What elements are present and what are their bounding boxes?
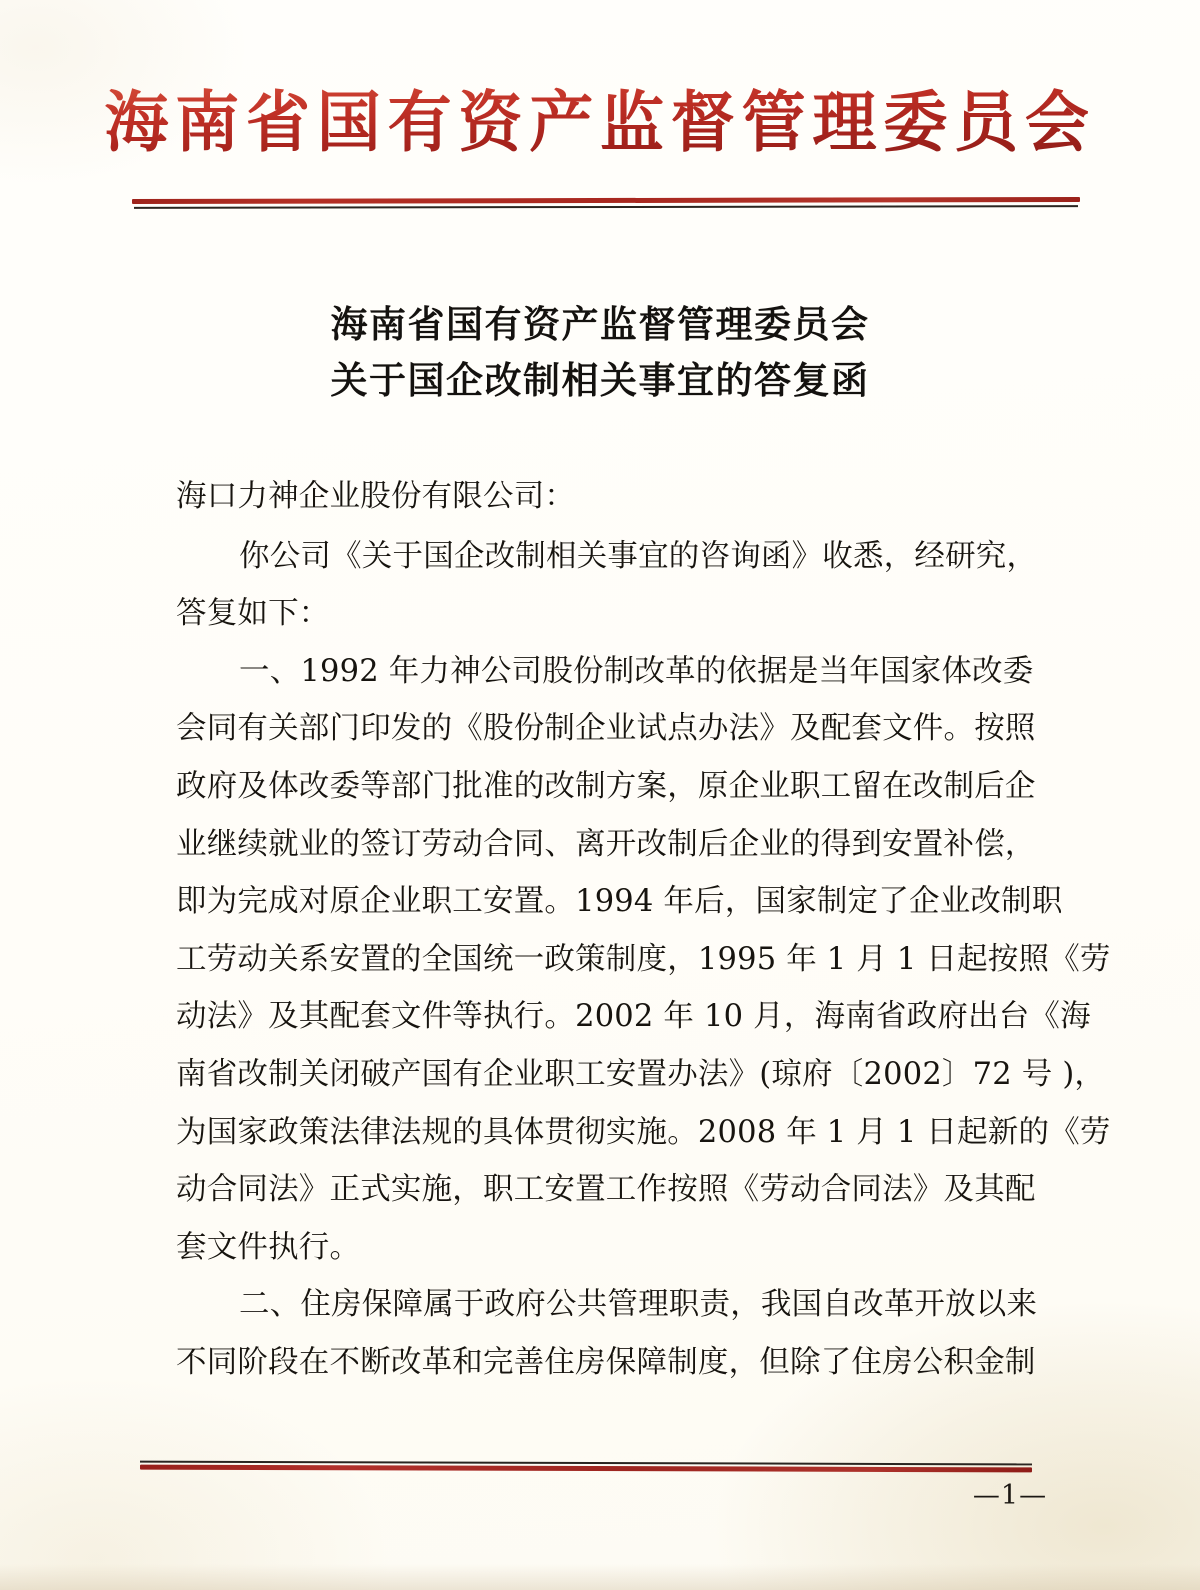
- document-title-line-2: 关于国企改制相关事宜的答复函: [330, 358, 870, 403]
- body-line: 政府及体改委等部门批准的改制方案，原企业职工留在改制后企: [176, 768, 1036, 804]
- addressee-line: 海口力神企业股份有限公司：: [176, 479, 576, 514]
- body-line: 即为完成对原企业职工安置。1994 年后，国家制定了企业改制职: [176, 884, 1063, 920]
- document-title-line-1: 海南省国有资产监督管理委员会: [330, 302, 870, 346]
- body-line: 会同有关部门印发的《股份制企业试点办法》及配套文件。按照: [176, 711, 1036, 747]
- footer-rule-red: [140, 1465, 1032, 1473]
- letterhead-divider-rule: [132, 198, 1080, 208]
- footer-divider-rule: [140, 1462, 1032, 1472]
- body-line: 南省改制关闭破产国有企业职工安置办法》(琼府〔2002〕72 号 )，: [176, 1056, 1106, 1092]
- letterhead-masthead: [0, 83, 1200, 161]
- body-line: 动法》及其配套文件等执行。2002 年 10 月，海南省政府出台《海: [176, 999, 1091, 1035]
- issuing-authority-masthead: 海南省国有资产监督管理委员会: [104, 83, 1096, 161]
- document-body: [176, 468, 1111, 1392]
- body-line: 不同阶段在不断改革和完善住房保障制度，但除了住房公积金制: [176, 1344, 1036, 1380]
- body-line: 你公司《关于国企改制相关事宜的咨询函》收悉，经研究，: [239, 538, 1038, 574]
- letterhead-rule-black: [134, 205, 1078, 209]
- body-line: 答复如下：: [176, 596, 330, 632]
- body-line: 动合同法》正式实施，职工安置工作按照《劳动合同法》及其配: [176, 1172, 1036, 1208]
- body-line: 为国家政策法律法规的具体贯彻实施。2008 年 1 月 1 日起新的《劳: [176, 1114, 1111, 1150]
- body-line: 二、住房保障属于政府公共管理职责，我国自改革开放以来: [239, 1287, 1038, 1323]
- body-line: 工劳动关系安置的全国统一政策制度，1995 年 1 月 1 日起按照《劳: [176, 941, 1111, 977]
- body-line: 一、1992 年力神公司股份制改革的依据是当年国家体改委: [239, 653, 1034, 689]
- letterhead-rule-red: [132, 197, 1080, 204]
- page-number: —1—: [972, 1480, 1048, 1511]
- body-line: 业继续就业的签订劳动合同、离开改制后企业的得到安置补偿，: [176, 826, 1036, 862]
- document-title: [0, 296, 1200, 408]
- body-line: 套文件执行。: [176, 1229, 361, 1265]
